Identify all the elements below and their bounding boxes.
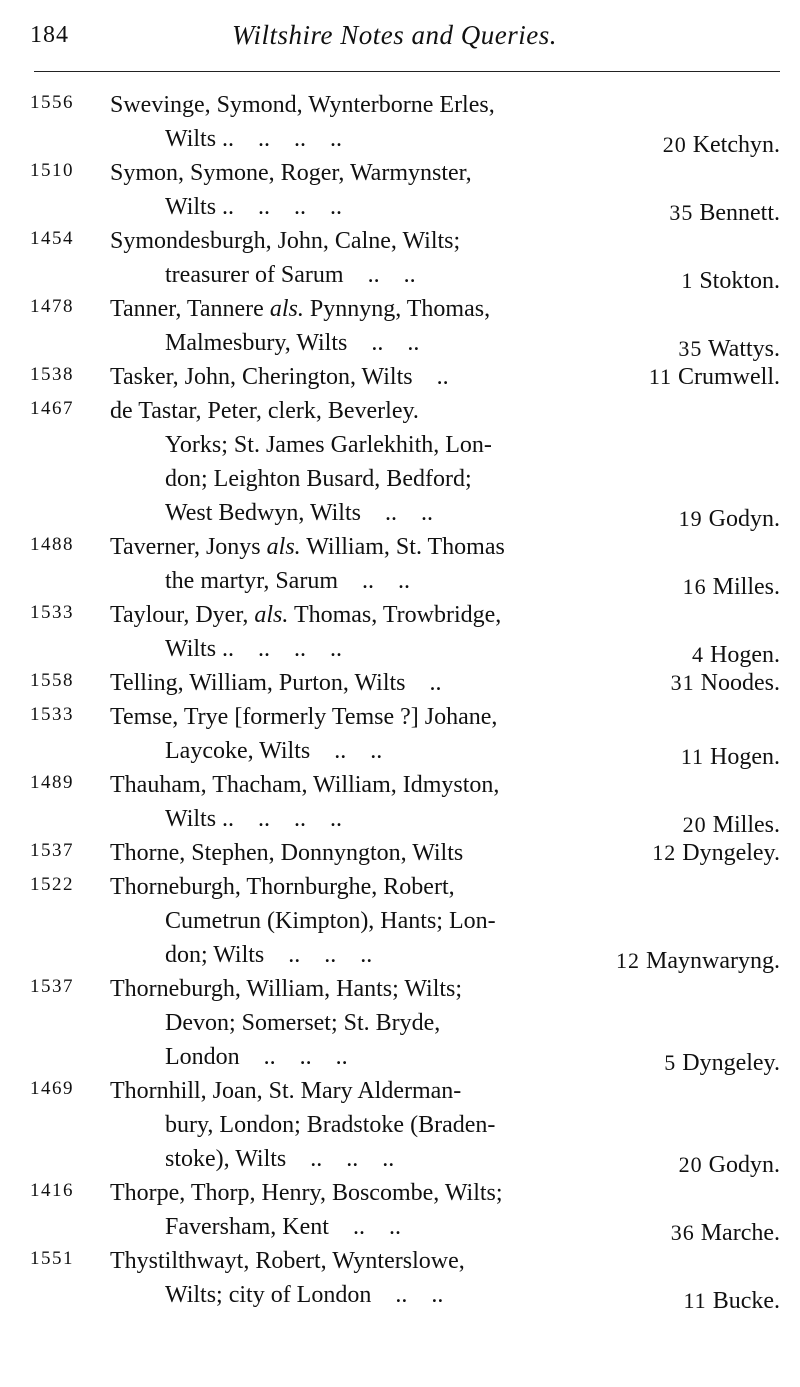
entry-description: [110, 394, 596, 530]
entry-year: 1537: [30, 840, 74, 861]
entry-line: Wilts; city of London .. ..: [165, 1282, 444, 1308]
reference-register-name: Godyn.: [708, 506, 780, 532]
reference-register-name: Milles.: [712, 574, 780, 600]
entry-line: Devon; Somerset; St. Bryde,: [165, 1010, 441, 1036]
index-entry: [0, 530, 800, 598]
reference-register-name: Hogen.: [710, 744, 780, 770]
reference-folio: 11: [680, 744, 705, 769]
reference-register-name: Noodes.: [700, 670, 780, 696]
entry-line: Cumetrun (Kimpton), Hants; Lon-: [165, 908, 496, 934]
entry-line: Symon, Symone, Roger, Warmynster,: [110, 160, 472, 186]
entry-line: Thorne, Stephen, Donnyngton, Wilts: [110, 840, 464, 866]
reference-register-name: Maynwaryng.: [646, 948, 780, 974]
entry-description: [110, 530, 596, 598]
entry-line: Wilts .. .. .. ..: [165, 806, 343, 832]
entry-list: [0, 88, 800, 1312]
reference-folio: 1: [681, 268, 694, 293]
entry-line: Taylour, Dyer, als. Thomas, Trowbridge,: [110, 602, 502, 628]
entry-line: Thorpe, Thorp, Henry, Boscombe, Wilts;: [110, 1180, 503, 1206]
entry-year: 1533: [30, 704, 74, 725]
entry-year: 1510: [30, 160, 74, 181]
reference-folio: 5: [664, 1050, 677, 1075]
entry-line: Faversham, Kent .. ..: [165, 1214, 401, 1240]
entry-description: [110, 972, 596, 1074]
entry-description: [110, 768, 596, 836]
entry-line: Taverner, Jonys als. William, St. Thomas: [110, 534, 505, 560]
reference-folio: 11: [683, 1288, 707, 1313]
index-entry: [0, 156, 800, 224]
entry-line: Thystilthwayt, Robert, Wynterslowe,: [110, 1248, 465, 1274]
reference-folio: 35: [678, 336, 703, 361]
reference-register-name: Hogen.: [710, 642, 780, 668]
entry-line: Temse, Trye [formerly Temse ?] Johane,: [110, 704, 498, 730]
reference-register-name: Wattys.: [707, 336, 780, 362]
reference-register-name: Godyn.: [708, 1152, 780, 1178]
header-rule: [34, 71, 780, 72]
entry-description: [110, 870, 596, 972]
reference-folio: 35: [669, 200, 694, 225]
entry-description: [110, 1074, 596, 1176]
entry-line: Thornhill, Joan, St. Mary Alderman-: [110, 1078, 462, 1104]
entry-line: de Tastar, Peter, clerk, Beverley.: [110, 398, 419, 424]
index-entry: [0, 394, 800, 530]
reference-register-name: Dyngeley.: [682, 1050, 780, 1076]
entry-line: Tanner, Tannere als. Pynnyng, Thomas,: [110, 296, 491, 322]
index-entry: [0, 1074, 800, 1176]
entry-line: treasurer of Sarum .. ..: [165, 262, 416, 288]
reference-folio: 31: [670, 670, 695, 695]
entry-year: 1537: [30, 976, 74, 997]
index-entry: [0, 292, 800, 360]
entry-description: [110, 360, 596, 394]
entry-year: 1522: [30, 874, 74, 895]
index-entry: [0, 88, 800, 156]
entry-line: Thauham, Thacham, William, Idmyston,: [110, 772, 500, 798]
index-entry: [0, 360, 800, 394]
index-entry: [0, 700, 800, 768]
reference-register-name: Crumwell.: [678, 364, 780, 390]
entry-description: [110, 224, 596, 292]
will-reference: [649, 360, 780, 394]
index-entry: [0, 836, 800, 870]
reference-folio: 20: [682, 812, 707, 837]
will-reference: [671, 666, 780, 700]
reference-register-name: Bucke.: [712, 1288, 780, 1314]
entry-description: [110, 156, 596, 224]
entry-year: 1538: [30, 364, 74, 385]
index-entry: [0, 972, 800, 1074]
index-entry: [0, 666, 800, 700]
running-head: [30, 18, 782, 58]
entry-year: 1467: [30, 398, 74, 419]
reference-register-name: Stokton.: [699, 268, 780, 294]
entry-line: bury, London; Bradstoke (Braden-: [165, 1112, 496, 1138]
entry-year: 1489: [30, 772, 74, 793]
index-entry: [0, 1244, 800, 1312]
reference-folio: 11: [648, 364, 672, 389]
entry-year: 1558: [30, 670, 74, 691]
entry-line: stoke), Wilts .. .. ..: [165, 1146, 395, 1172]
entry-year: 1533: [30, 602, 74, 623]
entry-line: Symondesburgh, John, Calne, Wilts;: [110, 228, 461, 254]
journal-title: Wiltshire Notes and Queries.: [232, 20, 557, 50]
index-entry: [0, 1176, 800, 1244]
reference-folio: 19: [678, 506, 703, 531]
reference-folio: 12: [652, 840, 677, 865]
entry-line: Thorneburgh, William, Hants; Wilts;: [110, 976, 463, 1002]
index-entry: [0, 598, 800, 666]
entry-year: 1551: [30, 1248, 74, 1269]
entry-line: Swevinge, Symond, Wynterborne Erles,: [110, 92, 495, 118]
entry-line: Yorks; St. James Garlekhith, Lon-: [165, 432, 492, 458]
entry-description: [110, 598, 596, 666]
entry-line: the martyr, Sarum .. ..: [165, 568, 410, 594]
reference-folio: 20: [662, 132, 687, 157]
will-reference: [652, 836, 780, 870]
entry-year: 1478: [30, 296, 74, 317]
entry-description: [110, 88, 596, 156]
entry-description: [110, 700, 596, 768]
entry-description: [110, 292, 596, 360]
reference-folio: 12: [616, 948, 641, 973]
entry-description: [110, 1244, 596, 1312]
entry-line: Thorneburgh, Thornburghe, Robert,: [110, 874, 455, 900]
reference-register-name: Marche.: [700, 1220, 780, 1246]
entry-line: Laycoke, Wilts .. ..: [165, 738, 383, 764]
entry-year: 1556: [30, 92, 74, 113]
entry-description: [110, 1176, 596, 1244]
reference-folio: 16: [682, 574, 707, 599]
index-entry: [0, 224, 800, 292]
reference-register-name: Milles.: [712, 812, 780, 838]
reference-folio: 36: [670, 1220, 695, 1245]
entry-year: 1454: [30, 228, 74, 249]
reference-register-name: Ketchyn.: [692, 132, 780, 158]
entry-line: West Bedwyn, Wilts .. ..: [165, 500, 433, 526]
will-reference: [684, 1284, 781, 1318]
entry-description: [110, 666, 596, 700]
reference-register-name: Dyngeley.: [682, 840, 780, 866]
index-entry: [0, 870, 800, 972]
entry-line: Tasker, John, Cherington, Wilts ..: [110, 364, 449, 390]
entry-line: London .. .. ..: [165, 1044, 348, 1070]
reference-register-name: Bennett.: [699, 200, 780, 226]
entry-line: Malmesbury, Wilts .. ..: [165, 330, 420, 356]
page-number: 184: [30, 22, 69, 48]
entry-year: 1488: [30, 534, 74, 555]
entry-line: Wilts .. .. .. ..: [165, 636, 343, 662]
reference-folio: 4: [692, 642, 705, 667]
index-entry: [0, 768, 800, 836]
entry-line: Wilts .. .. .. ..: [165, 126, 343, 152]
entry-line: don; Wilts .. .. ..: [165, 942, 373, 968]
entry-line: don; Leighton Busard, Bedford;: [165, 466, 472, 492]
entry-year: 1416: [30, 1180, 74, 1201]
entry-line: Wilts .. .. .. ..: [165, 194, 343, 220]
reference-folio: 20: [678, 1152, 703, 1177]
entry-year: 1469: [30, 1078, 74, 1099]
entry-description: [110, 836, 596, 870]
entry-line: Telling, William, Purton, Wilts ..: [110, 670, 442, 696]
